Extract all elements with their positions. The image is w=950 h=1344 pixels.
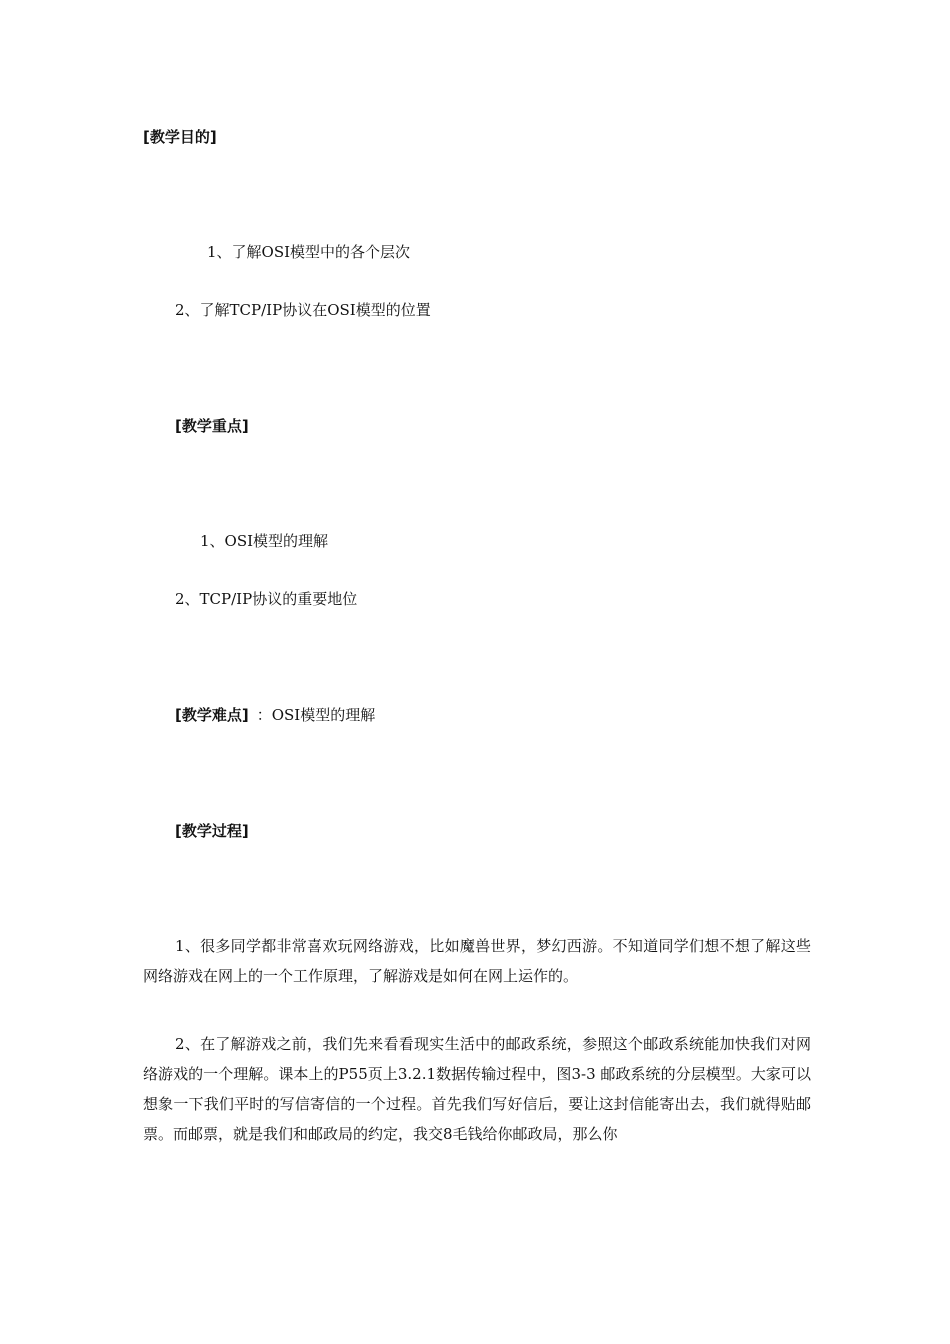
key-points-item-1: 1、OSI模型的理解 <box>200 532 329 550</box>
difficulty-text: ：OSI模型的理解 <box>256 706 376 724</box>
difficulty-line <box>175 705 375 725</box>
objective-item-2: 2、了解TCP/IP协议在OSI模型的位置 <box>175 301 431 319</box>
objective-item-1: 1、了解OSI模型中的各个层次 <box>207 243 411 261</box>
process-paragraph-2: 2、在了解游戏之前，我们先来看看现实生活中的邮政系统，参照这个邮政系统能加快我们对网络游戏的一个理解。课本上的P55页上3.2.1数据传输过程中，图3-3 邮政系统的分层模型。大家可以想象一下我们平时的写信寄信的一个过程。首先我们写好信后，要让这封信能寄出去，我们就得贴邮票。而邮票，就是我们和邮政局的约定，我交8毛钱给你邮政局，那么你 <box>143 1035 811 1143</box>
process-paragraph-1: 1、很多同学都非常喜欢玩网络游戏，比如魔兽世界，梦幻西游。不知道同学们想不想了解这些网络游戏在网上的一个工作原理，了解游戏是如何在网上运作的。 <box>143 937 811 985</box>
difficulty-heading: [教学难点] <box>175 706 249 724</box>
objective-heading: [教学目的] <box>143 128 217 146</box>
key-points-item-2: 2、TCP/IP协议的重要地位 <box>175 590 358 608</box>
process-heading: [教学过程] <box>175 822 249 840</box>
key-points-heading: [教学重点] <box>175 417 249 435</box>
